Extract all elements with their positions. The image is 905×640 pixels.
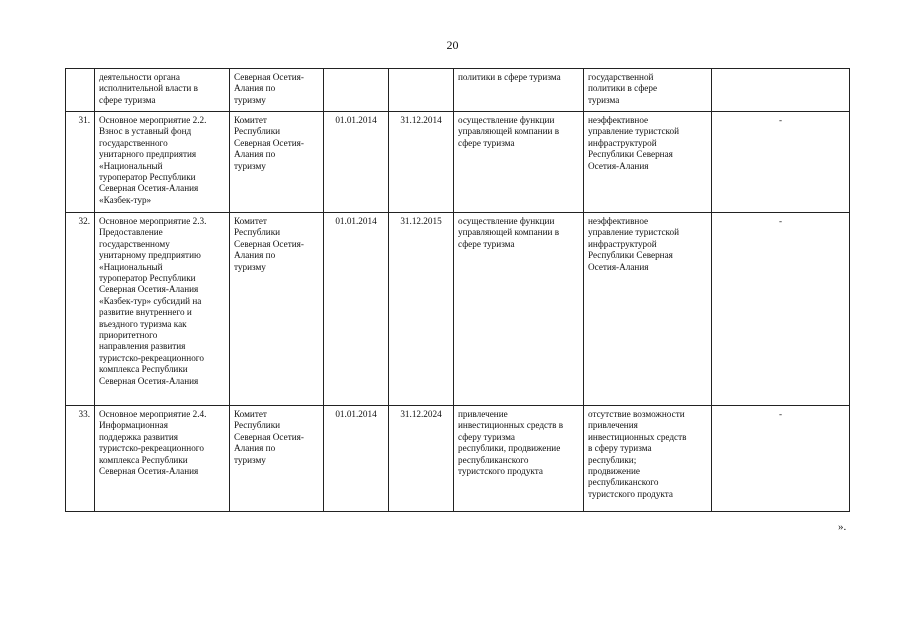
expected-result: осуществление функции управляющей компании в сфере туризма: [454, 213, 584, 406]
row-number: 32.: [66, 213, 95, 406]
table-row: [66, 406, 850, 512]
row-number: [66, 69, 95, 112]
start-date: 01.01.2014: [324, 112, 389, 213]
non-implementation-consequence: отсутствие возможности привлечения инвестиционных средств в сферу туризма республики; продвижение республиканского туристского продукта: [584, 406, 712, 512]
start-date: 01.01.2014: [324, 406, 389, 512]
program-events-table: [65, 68, 850, 512]
non-implementation-consequence: неэффективное управление туристской инфраструктурой Республики Северная Осетия-Алания: [584, 213, 712, 406]
executor: Комитет Республики Северная Осетия- Алания по туризму: [230, 406, 324, 512]
table-row: [66, 213, 850, 406]
end-date: [389, 69, 454, 112]
indicator-link: [712, 69, 850, 112]
start-date: [324, 69, 389, 112]
end-date: 31.12.2015: [389, 213, 454, 406]
indicator-link: -: [712, 112, 850, 213]
indicator-link: -: [712, 213, 850, 406]
executor: Комитет Республики Северная Осетия- Алания по туризму: [230, 213, 324, 406]
row-number: 33.: [66, 406, 95, 512]
event-name: Основное мероприятие 2.3. Предоставление государственному унитарному предприятию «Национальный туроператор Республики Северная Осетия-Алания «Казбек-тур» субсидий на развитие внутреннего и въездного туризма как приоритетного направления развития туристско-рекреационного комплекса Республики Северная Осетия-Алания: [95, 213, 230, 406]
table-row: [66, 69, 850, 112]
event-name: Основное мероприятие 2.2. Взнос в уставный фонд государственного унитарного предприятия «Национальный туроператор Республики Северная Осетия-Алания «Казбек-тур»: [95, 112, 230, 213]
end-date: 31.12.2014: [389, 112, 454, 213]
event-name: Основное мероприятие 2.4. Информационная поддержка развития туристско-рекреационного комплекса Республики Северная Осетия-Алания: [95, 406, 230, 512]
expected-result: политики в сфере туризма: [454, 69, 584, 112]
page-number: 20: [446, 38, 459, 52]
executor: Комитет Республики Северная Осетия- Алания по туризму: [230, 112, 324, 213]
non-implementation-consequence: государственной политики в сфере туризма: [584, 69, 712, 112]
start-date: 01.01.2014: [324, 213, 389, 406]
executor: Северная Осетия- Алания по туризму: [230, 69, 324, 112]
table-row: [66, 112, 850, 213]
expected-result: осуществление функции управляющей компании в сфере туризма: [454, 112, 584, 213]
expected-result: привлечение инвестиционных средств в сферу туризма республики, продвижение республиканского туристского продукта: [454, 406, 584, 512]
event-name: деятельности органа исполнительной власти в сфере туризма: [95, 69, 230, 112]
row-number: 31.: [66, 112, 95, 213]
non-implementation-consequence: неэффективное управление туристской инфраструктурой Республики Северная Осетия-Алания: [584, 112, 712, 213]
end-date: 31.12.2024: [389, 406, 454, 512]
indicator-link: -: [712, 406, 850, 512]
closing-quote-mark: ».: [838, 521, 847, 533]
